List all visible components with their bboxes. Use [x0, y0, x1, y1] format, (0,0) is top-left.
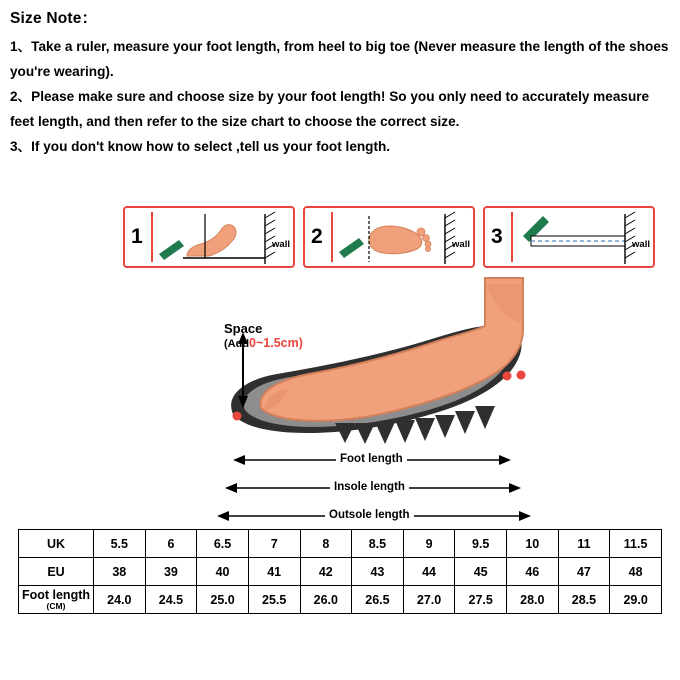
- cell-uk-10: 11.5: [610, 530, 662, 558]
- step2-wall-label: wall: [452, 239, 470, 250]
- size-note-block: [10, 6, 674, 159]
- size-chart-table: [18, 529, 662, 614]
- space-add-note: [224, 336, 303, 351]
- table-row-eu: [19, 558, 662, 586]
- table-row-uk: [19, 530, 662, 558]
- cell-eu-5: 43: [352, 558, 404, 586]
- cell-uk-0: 5.5: [94, 530, 146, 558]
- cell-foot-9: 28.5: [558, 586, 610, 614]
- size-note-line-1: 1、Take a ruler, measure your foot length, from heel to big toe (Never measure the length of the shoes you're wearing).: [10, 39, 669, 79]
- row-header-foot-length: [19, 586, 94, 614]
- table-row-foot-length: [19, 586, 662, 614]
- outsole-length-label: Outsole length: [325, 509, 414, 521]
- size-note-line-2: 2、Please make sure and choose size by your foot length! So you only need to accurately measure feet length, and then refer to the size chart to choose the correct size.: [10, 89, 650, 129]
- cell-foot-8: 28.0: [507, 586, 559, 614]
- cell-uk-6: 9: [403, 530, 455, 558]
- cell-uk-7: 9.5: [455, 530, 507, 558]
- row-header-foot-length-unit: (CM): [46, 601, 66, 611]
- row-header-eu: [19, 558, 94, 586]
- foot-in-sole-illustration: [185, 268, 680, 528]
- space-label-group: [224, 322, 303, 351]
- cell-foot-2: 25.0: [197, 586, 249, 614]
- cell-uk-8: 10: [507, 530, 559, 558]
- step-number-2: 2: [311, 225, 323, 248]
- row-header-uk-text: UK: [46, 536, 66, 551]
- cell-eu-1: 39: [145, 558, 197, 586]
- cell-uk-1: 6: [145, 530, 197, 558]
- cell-uk-4: 8: [300, 530, 352, 558]
- size-note-title: Size Note：: [10, 10, 98, 27]
- cell-foot-10: 29.0: [610, 586, 662, 614]
- cell-eu-10: 48: [610, 558, 662, 586]
- row-header-uk: [19, 530, 94, 558]
- cell-eu-2: 40: [197, 558, 249, 586]
- space-label: Space: [224, 321, 263, 336]
- cell-foot-1: 24.5: [145, 586, 197, 614]
- step-box-2: [303, 206, 475, 268]
- step-box-1: [123, 206, 295, 268]
- row-header-eu-text: EU: [47, 564, 65, 579]
- step-number-1: 1: [131, 225, 143, 248]
- insole-length-label: Insole length: [330, 481, 409, 493]
- cell-uk-9: 11: [558, 530, 610, 558]
- step3-wall-label: wall: [632, 239, 650, 250]
- cell-foot-6: 27.0: [403, 586, 455, 614]
- cell-uk-2: 6.5: [197, 530, 249, 558]
- cell-eu-8: 46: [507, 558, 559, 586]
- foot-length-label: Foot length: [336, 453, 407, 465]
- step-box-3: [483, 206, 655, 268]
- cell-foot-5: 26.5: [352, 586, 404, 614]
- cell-eu-9: 47: [558, 558, 610, 586]
- step-number-3: 3: [491, 225, 503, 248]
- measure-steps: [123, 206, 655, 268]
- cell-eu-7: 45: [455, 558, 507, 586]
- space-add-prefix: (Add: [224, 338, 250, 350]
- row-header-foot-length-text: Foot length: [21, 588, 91, 602]
- space-add-value: 0~1.5cm): [249, 336, 303, 350]
- cell-uk-3: 7: [248, 530, 300, 558]
- cell-foot-7: 27.5: [455, 586, 507, 614]
- cell-uk-5: 8.5: [352, 530, 404, 558]
- step1-wall-label: wall: [272, 239, 290, 250]
- cell-foot-4: 26.0: [300, 586, 352, 614]
- cell-eu-0: 38: [94, 558, 146, 586]
- cell-foot-0: 24.0: [94, 586, 146, 614]
- cell-foot-3: 25.5: [248, 586, 300, 614]
- cell-eu-4: 42: [300, 558, 352, 586]
- cell-eu-6: 44: [403, 558, 455, 586]
- size-note-line-3: 3、If you don't know how to select ,tell us your foot length.: [10, 139, 391, 154]
- cell-eu-3: 41: [248, 558, 300, 586]
